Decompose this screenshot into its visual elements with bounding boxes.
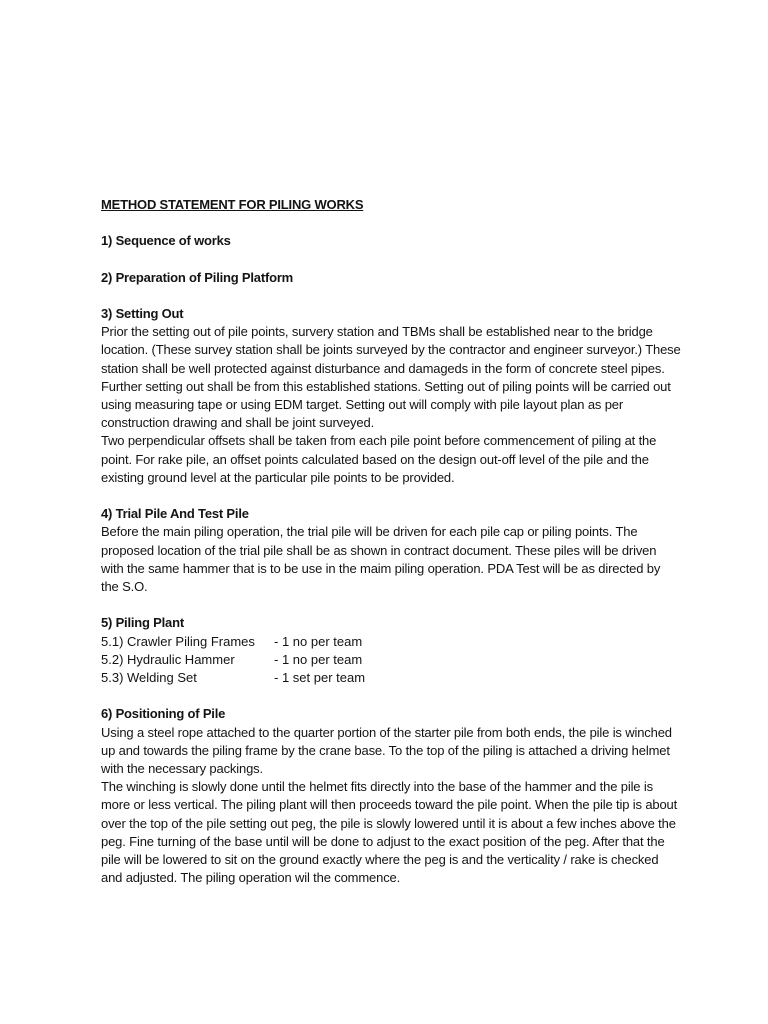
section-heading: 5) Piling Plant — [101, 615, 184, 631]
section-positioning-of-pile — [101, 705, 681, 887]
section-sequence-of-works — [101, 232, 681, 250]
section-preparation-of-piling-platform — [101, 269, 681, 287]
section-heading: 6) Positioning of Pile — [101, 706, 226, 722]
paragraph: Before the main piling operation, the trial pile will be driven for each pile cap or piling points. The proposed location of the trial pile shall be as shown in contract document. These piles will be driven with the same hammer that is to be use in the maim piling operation. PDA Test will be as directed by the S.O. — [101, 524, 661, 595]
paragraph: Prior the setting out of pile points, survery station and TBMs shall be established near to the bridge location. (These survey station shall be joints surveyed by the contractor and engineer surveyor.) These station shall be well protected against disturbance and damageds in the form of concrete steel pipes. Further setting out shall be from this established stations. Setting out of piling points will be carried out using measuring tape or using EDM target. Setting out will comply with pile layout plan as per construction drawing and shall be joint surveyed. — [101, 324, 681, 431]
plant-item-quantity: - 1 no per team — [274, 651, 363, 667]
section-trial-pile-and-test-pile — [101, 505, 681, 596]
plant-item-name: 5.2) Hydraulic Hammer — [101, 651, 235, 667]
paragraph: The winching is slowly done until the helmet fits directly into the base of the hammer and the pile is more or less vertical. The piling plant will then proceeds toward the pile point. When the pile tip is about over the top of the pile setting out peg, the pile is slowly lowered until it is about a few inches above the peg. Fine turning of the base until will be done to adjust to the exact position of the peg. After that the pile will be lowered to sit on the ground exactly where the peg is and the verticality / rake is checked and adjusted. The piling operation wil the commence. — [101, 779, 678, 886]
document-page — [101, 196, 681, 906]
section-piling-plant — [101, 614, 681, 687]
paragraph: Two perpendicular offsets shall be taken from each pile point before commencement of piling at the point. For rake pile, an offset points calculated based on the design out-off level of the pile and the existing ground level at the particular pile points to be provided. — [101, 433, 657, 485]
document-title: METHOD STATEMENT FOR PILING WORKS — [101, 197, 364, 212]
plant-item-quantity: - 1 set per team — [274, 670, 366, 686]
section-setting-out — [101, 305, 681, 487]
section-heading: 4) Trial Pile And Test Pile — [101, 506, 249, 522]
plant-row — [101, 633, 681, 651]
plant-row — [101, 651, 681, 669]
section-heading: 3) Setting Out — [101, 305, 184, 321]
plant-list — [101, 633, 681, 688]
paragraph: Using a steel rope attached to the quarter portion of the starter pile from both ends, the pile is winched up and towards the piling frame by the crane base. To the top of the piling is attached a driving helmet with the necessary packings. — [101, 724, 672, 777]
plant-item-name: 5.1) Crawler Piling Frames — [101, 633, 255, 649]
section-heading: 1) Sequence of works — [101, 233, 231, 249]
plant-row — [101, 669, 681, 687]
plant-item-name: 5.3) Welding Set — [101, 670, 197, 686]
section-heading: 2) Preparation of Piling Platform — [101, 269, 294, 285]
plant-item-quantity: - 1 no per team — [274, 633, 363, 649]
